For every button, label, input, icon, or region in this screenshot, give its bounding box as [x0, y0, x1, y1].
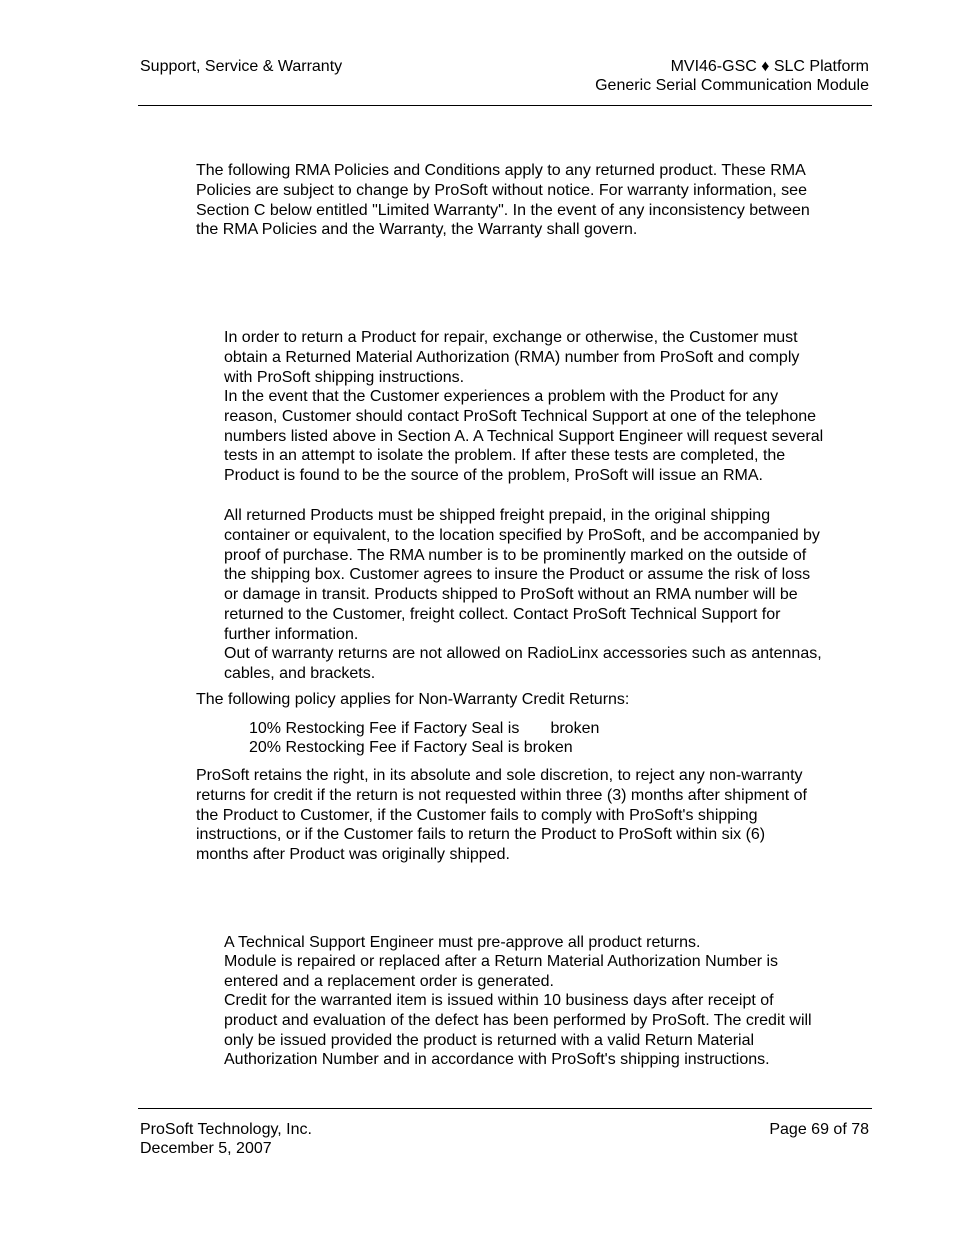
header-section-title: Support, Service & Warranty	[140, 58, 343, 75]
header-product-line: MVI46-GSC ♦ SLC Platform	[670, 58, 869, 75]
footer-date: December 5, 2007	[140, 1140, 272, 1157]
warranty-item: A Technical Support Engineer must pre-approve all product returns.	[224, 934, 701, 951]
warranty-item: Credit for the warranted item is issued within 10 business days after receipt of product and evaluation of the defect has been performed by ProSoft. The credit will only be issued provided the product is returned with a valid Return Material Authorization Number and in accordance with ProSoft's shipping instructions.	[224, 992, 812, 1069]
header-product	[595, 57, 869, 95]
header-divider	[138, 105, 872, 106]
return-item: Out of warranty returns are not allowed on RadioLinx accessories such as antennas, cables, and brackets.	[224, 645, 822, 682]
rights-paragraph: ProSoft retains the right, in its absolute and sole discretion, to reject any non-warranty returns for credit if the return is not requested within three (3) months after shipment of the Product to Customer, if the Customer fails to comply with ProSoft's shipping instructions, or if the Customer fails to return the Product to ProSoft within six (6) months after Product was originally shipped.	[196, 767, 807, 864]
footer-page-number: Page 69 of 78	[769, 1121, 869, 1138]
footer-divider	[138, 1108, 872, 1109]
fee-item: 10% Restocking Fee if Factory Seal is broken	[249, 720, 600, 737]
header-product-name: Generic Serial Communication Module	[595, 77, 869, 94]
return-item: In order to return a Product for repair, exchange or otherwise, the Customer must obtain a Returned Material Authorization (RMA) number from ProSoft and comply with ProSoft shipping instructions.	[224, 329, 800, 386]
credit-policy-intro: The following policy applies for Non-Warranty Credit Returns:	[196, 691, 630, 708]
footer-company: ProSoft Technology, Inc.	[140, 1121, 312, 1138]
warranty-item: Module is repaired or replaced after a Return Material Authorization Number is entered and a replacement order is generated.	[224, 953, 779, 990]
footer-left	[140, 1120, 312, 1158]
fee-item: 20% Restocking Fee if Factory Seal is broken	[249, 739, 573, 756]
intro-paragraph: The following RMA Policies and Conditions apply to any returned product. These RMA Policies are subject to change by ProSoft without notice. For warranty information, see Section C below entitled "Limited Warranty". In the event of any inconsistency between the RMA Policies and the Warranty, the Warranty shall govern.	[196, 162, 810, 239]
return-item: All returned Products must be shipped freight prepaid, in the original shipping container or equivalent, to the location specified by ProSoft, and be accompanied by proof of purchase. The RMA number is to be prominently marked on the outside of the shipping box. Customer agrees to insure the Product or assume the risk of loss or damage in transit. Products shipped to ProSoft without an RMA number will be returned to the Customer, freight collect. Contact ProSoft Technical Support for further information.	[224, 507, 820, 643]
return-item: In the event that the Customer experiences a problem with the Product for any reason, Customer should contact ProSoft Technical Support at one of the telephone numbers listed above in Section A. A Technical Support Engineer will request several tests in an attempt to isolate the problem. If after these tests are completed, the Product is found to be the source of the problem, ProSoft will issue an RMA.	[224, 388, 824, 485]
